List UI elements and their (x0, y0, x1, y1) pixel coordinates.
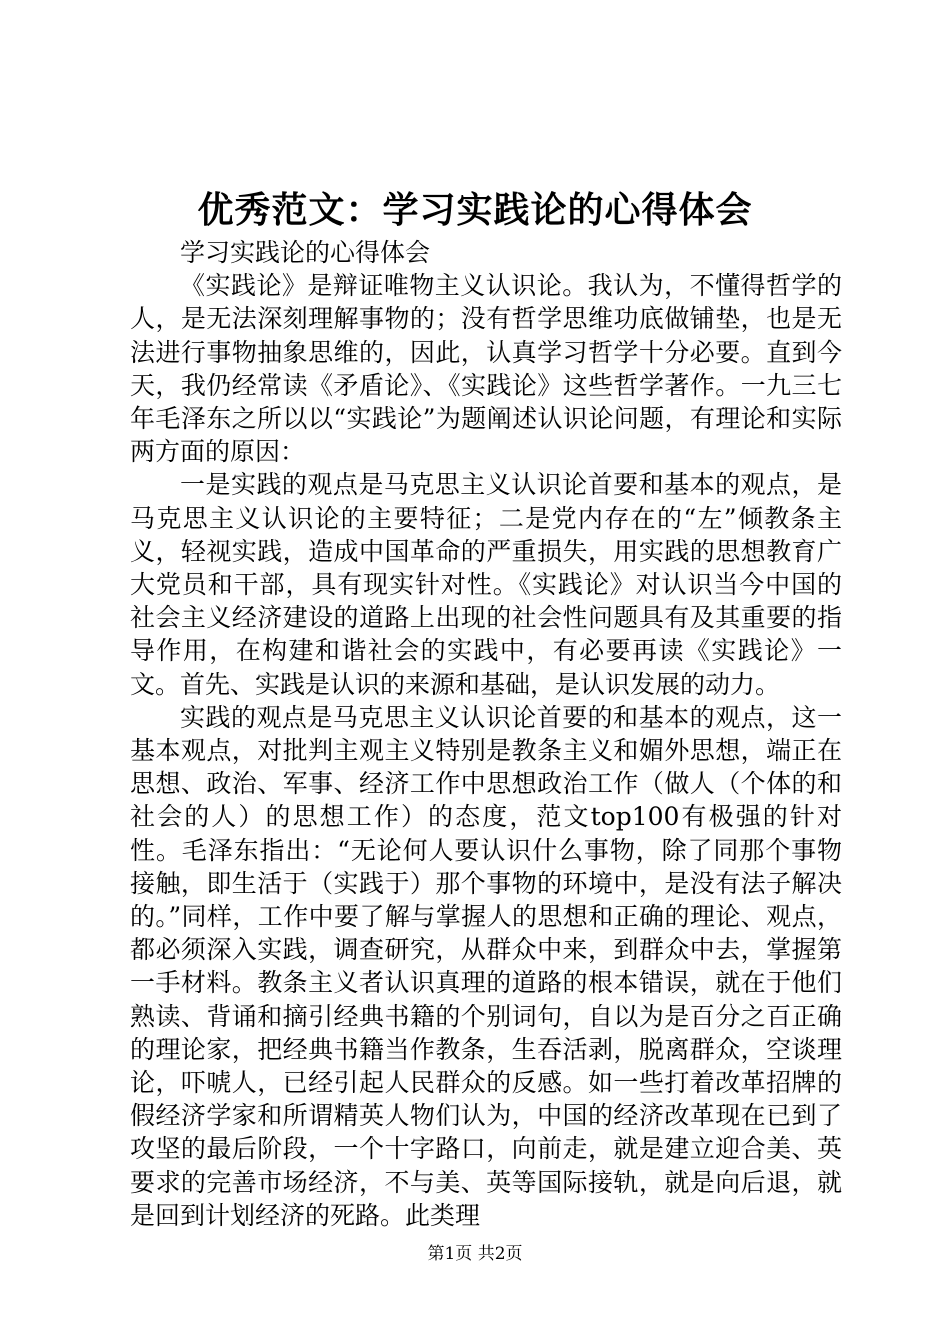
subtitle-paragraph: 学习实践论的心得体会 (180, 238, 431, 267)
document-body (130, 236, 842, 1232)
body-paragraph: 《实践论》是辩证唯物主义认识论。我认为，不懂得哲学的人，是无法深刻理解事物的；没有哲学思维功底做铺垫，也是无法进行事物抽象思维的，因此，认真学习哲学十分必要。直到今天，我仍经常读《矛盾论》、《实践论》这些哲学著作。一九三七年毛泽东之所以以“实践论”为题阐述认识论问题，有理论和实际两方面的原因： (130, 271, 842, 467)
body-paragraph: 一是实践的观点是马克思主义认识论首要和基本的观点，是马克思主义认识论的主要特征；二是党内存在的“左”倾教条主义，轻视实践，造成中国革命的严重损失，用实践的思想教育广大党员和干部，具有现实针对性。《实践论》对认识当今中国的社会主义经济建设的道路上出现的社会性问题具有及其重要的指导作用，在构建和谐社会的实践中，有必要再读《实践论》一文。首先、实践是认识的来源和基础，是认识发展的动力。 (130, 470, 842, 699)
page-number-footer: 第1页 共2页 (427, 1244, 523, 1264)
document-title: 优秀范文：学习实践论的心得体会 (197, 189, 753, 231)
body-paragraph: 实践的观点是马克思主义认识论首要的和基本的观点，这一基本观点，对批判主观主义特别是教条主义和媚外思想，端正在思想、政治、军事、经济工作中思想政治工作（做人（个体的和社会的人）的思想工作）的态度，范文top100有极强的针对性。毛泽东指出：“无论何人要认识什么事物，除了同那个事物接触，即生活于（实践于）那个事物的环境中，是没有法子解决的。”同样，工作中要了解与掌握人的思想和正确的理论、观点，都必须深入实践，调查研究，从群众中来，到群众中去，掌握第一手材料。教条主义者认识真理的道路的根本错误，就在于他们熟读、背诵和摘引经典书籍的个别词句，自以为是百分之百正确的理论家，把经典书籍当作教条，生吞活剥，脱离群众，空谈理论，吓唬人，已经引起人民群众的反感。如一些打着改革招牌的假经济学家和所谓精英人物们认为，中国的经济改革现在已到了攻坚的最后阶段，一个十字路口，向前走，就是建立迎合美、英要求的完善市场经济，不与美、英等国际接轨，就是向后退，就是回到计划经济的死路。此类理 (130, 702, 842, 1230)
